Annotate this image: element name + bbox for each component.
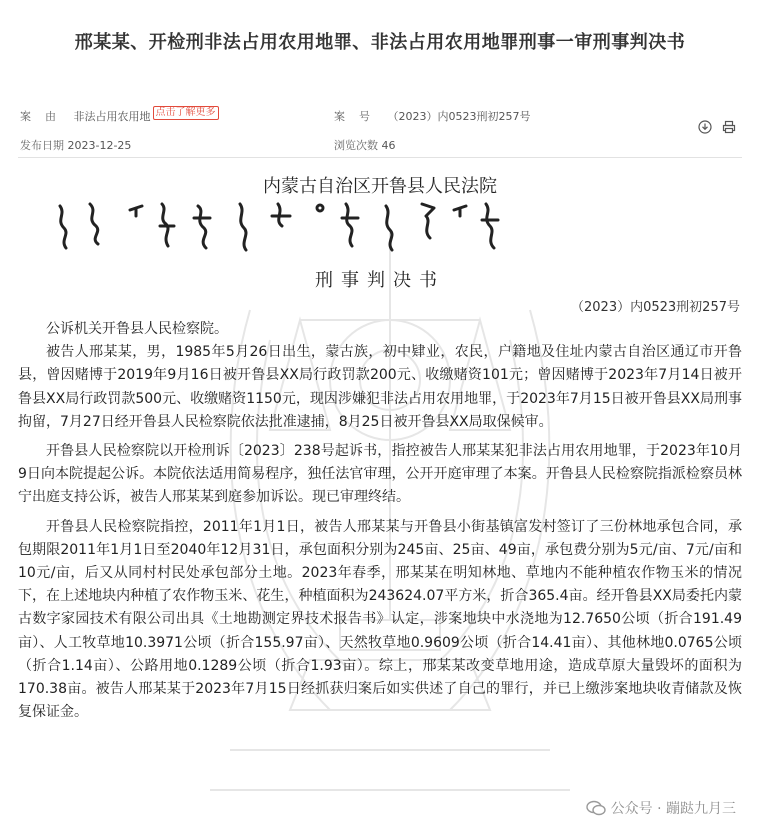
publish-label: 发布日期	[20, 139, 64, 152]
learn-more-tag[interactable]: 点击了解更多	[153, 106, 219, 120]
meta-views	[334, 137, 396, 153]
court-name: 内蒙古自治区开鲁县人民法院	[263, 176, 497, 197]
paragraph-prosecutor: 公诉机关开鲁县人民检察院。	[46, 321, 228, 337]
paragraph-procedure: 开鲁县人民检察院以开检刑诉〔2023〕238号起诉书，指控被告人邢某某犯非法占用农用地罪，于2023年10月9日向本院提起公诉。本院依法适用简易程序，独任法官审理，公开开庭审理了本案。开鲁县人民检察院指派检察员林宁出庭支持公诉，被告人邢某某到庭参加诉讼。现已审理终结。	[18, 443, 742, 506]
paragraph-defendant: 被告人邢某某，男，1985年5月26日出生，蒙古族，初中肄业，农民，户籍地及住址内蒙古自治区通辽市开鲁县，曾因赌博于2019年9月16日被开鲁县XX局行政罚款200元、收缴赌资101元；曾因赌博于2023年7月14日被开鲁县XX局行政罚款500元、收缴赌资1150元，现因涉嫌犯非法占用农用地罪，于2023年7月15日被开鲁县XX局刑事拘留，7月27日经开鲁县人民检察院依法批准逮捕，8月25日被开鲁县XX局取保候审。	[18, 344, 742, 430]
meta-publish-date	[20, 137, 131, 153]
case-label: 案号	[334, 110, 384, 123]
cause-value: 非法占用农用地	[73, 110, 151, 123]
page-title: 邢某某、开检刑非法占用农用地罪、非法占用农用地罪刑事一审刑事判决书	[74, 32, 686, 53]
document-type: 刑事判决书	[315, 270, 445, 291]
wechat-watermark	[586, 798, 736, 818]
download-icon[interactable]	[698, 122, 716, 138]
views-value: 46	[381, 139, 396, 152]
mongolian-court-name	[50, 196, 510, 254]
judgment-body	[18, 318, 742, 724]
cause-label: 案由	[20, 110, 70, 123]
wechat-icon	[586, 800, 606, 816]
meta-case-number	[334, 108, 530, 124]
publish-value: 2023-12-25	[67, 139, 132, 152]
wechat-label: 公众号 · 蹦跶九月三	[610, 801, 736, 817]
case-value: （2023）内0523刑初257号	[387, 110, 531, 123]
views-label: 浏览次数	[334, 139, 378, 152]
paragraph-charges: 开鲁县人民检察院指控，2011年1月1日，被告人邢某某与开鲁县小街基镇富发村签订了三份林地承包合同，承包期限2011年1月1日至2040年12月31日，承包面积分别为245亩、25亩、49亩，承包费分别为5元/亩、7元/亩和10元/亩，后又从同村村民处承包部分土地。2023年春季，邢某某在明知林地、草地内不能种植农作物玉米的情况下，在上述地块内种植了农作物玉米、花生，种植面积为243624.07平方米，折合365.4亩。经开鲁县XX局委托内蒙古数字家园技术有限公司出具《土地勘测定界技术报告书》认定，涉案地块中水浇地为12.7650公顷（折合191.49亩）、人工牧草地10.3971公顷（折合155.97亩）、天然牧草地0.9609公顷（折合14.41亩）、其他林地0.0765公顷（折合1.14亩）、公路用地0.1289公顷（折合1.93亩）。综上，邢某某改变草地用途，造成草原大量毁坏的面积为170.38亩。被告人邢某某于2023年7月15日经抓获归案后如实供述了自己的罪行，并已上缴涉案地块收青储款及恢复保证金。	[18, 518, 742, 721]
print-icon[interactable]	[722, 122, 736, 138]
document-case-number: （2023）内0523刑初257号	[571, 300, 740, 315]
meta-cause	[20, 108, 219, 125]
toolbar-icons	[692, 120, 736, 138]
header-divider	[18, 157, 742, 158]
